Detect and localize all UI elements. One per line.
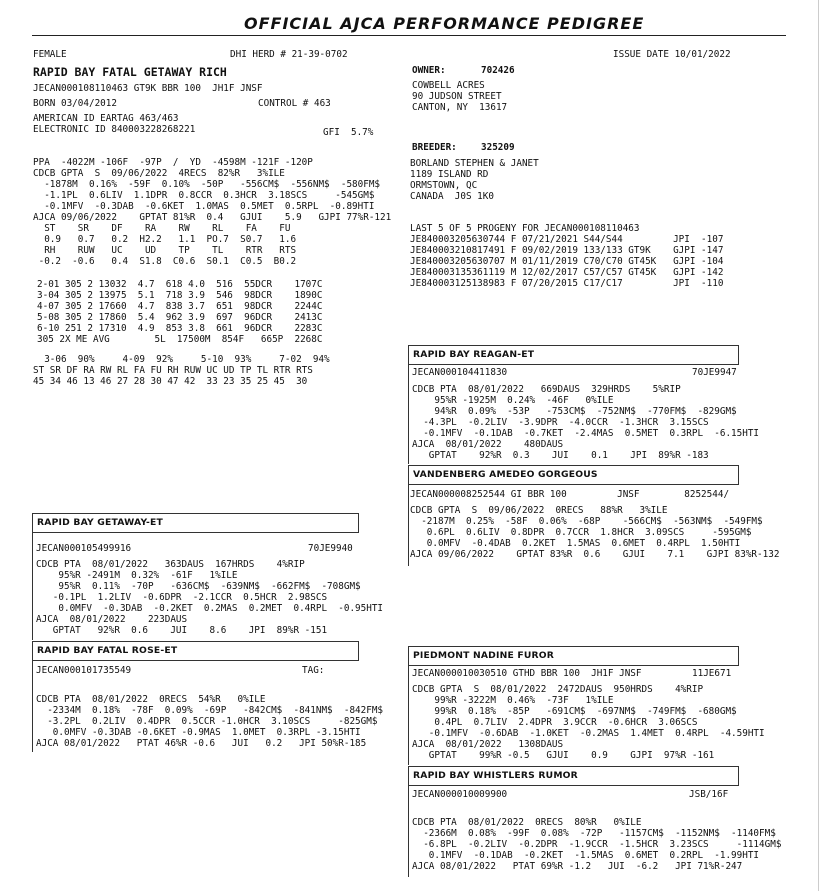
dam-sire-line: 99%R -3222M 0.46% -73F 1%ILE — [412, 695, 614, 706]
sire-line: -0.1PL 1.2LIV -0.6DPR -2.1CCR 0.5HCR 2.98SCS — [36, 592, 328, 603]
dam-dam-line: 0.1MFV -0.1DAB -0.2KET -1.5MAS 0.6MET 0.2RPL -1.99HTI — [412, 850, 760, 861]
main-line: -0.2 -0.6 0.4 S1.8 C0.6 S0.1 C0.5 B0.2 — [33, 256, 297, 267]
sire-line: 95%R 0.11% -70P -636CM$ -639NM$ -662FM$ -708GM$ — [36, 581, 361, 592]
page-edge — [818, 0, 819, 891]
title-underline — [32, 35, 786, 36]
dam-registration: JECAN000101735549 — [36, 665, 132, 676]
dam-line: 0.0MFV -0.3DAB -0.6KET -0.9MAS 1.0MET 0.3RPL -3.15HTI — [36, 727, 361, 738]
lactation-row: 305 2X ME AVG 5L 17500M 854F 665P 2268C — [37, 334, 323, 345]
sex: FEMALE — [33, 49, 67, 60]
animal-name: RAPID BAY FATAL GETAWAY RICH — [33, 65, 227, 79]
breeder-label: BREEDER: — [412, 142, 457, 153]
dam-sire-line: AJCA 08/01/2022 1308DAUS — [412, 739, 564, 750]
sire-name: RAPID BAY GETAWAY-ET — [37, 517, 163, 528]
dam-dam-line: -2366M 0.08% -99F 0.08% -72P -1157CM$ -1152NM$ -1140FM$ — [412, 828, 776, 839]
breeder-line: BORLAND STEPHEN & JANET — [410, 158, 539, 169]
lactation-row: 2-01 305 2 13032 4.7 618 4.0 516 55DCR 1707C — [37, 279, 323, 290]
page-title: OFFICIAL AJCA PERFORMANCE PEDIGREE — [244, 14, 645, 33]
owner-line: COWBELL ACRES — [412, 80, 485, 91]
dam-line: AJCA 08/01/2022 PTAT 46%R -0.6 JUI 0.2 JPI 50%R-185 — [36, 738, 367, 749]
sire-sire-code: 70JE9947 — [692, 367, 737, 378]
sire-sire-line: 94%R 0.09% -53P -753CM$ -752NM$ -770FM$ -829GM$ — [412, 406, 737, 417]
classification-line: 45 34 46 13 46 27 28 30 47 42 33 23 35 25 45 30 — [33, 376, 308, 387]
breeder-line: ORMSTOWN, QC — [410, 180, 478, 191]
electronic-id: ELECTRONIC ID 840003228268221 — [33, 124, 196, 135]
main-line: AJCA 09/06/2022 GPTAT 81%R 0.4 GJUI 5.9 GJPI 77%R-121 — [33, 212, 392, 223]
lactation-row: 3-04 305 2 13975 5.1 718 3.9 546 98DCR 1890C — [37, 290, 323, 301]
dam-line: CDCB PTA 08/01/2022 0RECS 54%R 0%ILE — [36, 694, 266, 705]
progeny-row: JE840003210817491 F 09/02/2019 133/133 GT9K GJPI -147 — [410, 245, 724, 256]
sire-dam-registration: JECAN000008252544 GI BBR 100 JNSF 8252544/ — [410, 489, 730, 500]
classification-line: ST SR DF RA RW RL FA FU RH RUW UC UD TP TL RTR RTS — [33, 365, 313, 376]
main-line: CDCB GPTA S 09/06/2022 4RECS 82%R 3%ILE — [33, 168, 285, 179]
dam-line: -2334M 0.18% -78F 0.09% -69P -842CM$ -841NM$ -842FM$ — [36, 705, 384, 716]
sire-line: 0.0MFV -0.3DAB -0.2KET 0.2MAS 0.2MET 0.4RPL -0.95HTI — [36, 603, 384, 614]
dam-sire-line: CDCB GPTA S 08/01/2022 2472DAUS 950HRDS 4%RIP — [412, 684, 704, 695]
progeny-row: JE840003125138983 F 07/20/2015 C17/C17 JPI -110 — [410, 278, 724, 289]
progeny-row: JE840003205630744 F 07/21/2021 S44/S44 JPI -107 — [410, 234, 724, 245]
dam-name: RAPID BAY FATAL ROSE-ET — [37, 645, 178, 656]
main-line: -1.1PL 0.6LIV 1.1DPR 0.8CCR 0.3HCR 3.18SCS -545GM$ — [33, 190, 375, 201]
sire-registration: JECAN000105499916 — [36, 543, 132, 554]
sire-label-box — [32, 513, 359, 533]
main-line: RH RUW UC UD TP TL RTR RTS — [33, 245, 297, 256]
main-line: PPA -4022M -106F -97P / YD -4598M -121F -120P — [33, 157, 313, 168]
owner-line: CANTON, NY 13617 — [412, 102, 508, 113]
control-number: CONTROL # 463 — [258, 98, 331, 109]
breeder-line: 1189 ISLAND RD — [410, 169, 489, 180]
sire-dam-line: 0.6PL 0.6LIV 0.8DPR 0.7CCR 1.8HCR 3.09SCS -595GM$ — [410, 527, 752, 538]
sire-sire-line: -0.1MFV -0.1DAB -0.7KET -2.4MAS 0.5MET 0.3RPL -6.15HTI — [412, 428, 760, 439]
dam-sire-code: 11JE671 — [692, 668, 732, 679]
sire-dam-name: VANDENBERG AMEDEO GORGEOUS — [413, 469, 598, 480]
sire-dam-label-box — [408, 465, 739, 485]
breeder-line: CANADA J0S 1K0 — [410, 191, 494, 202]
sire-line: AJCA 08/01/2022 223DAUS — [36, 614, 188, 625]
dam-sire-line: GPTAT 99%R -0.5 GJUI 0.9 GJPI 97%R -161 — [412, 750, 715, 761]
sire-sire-label-box — [408, 345, 739, 365]
sire-line: CDCB PTA 08/01/2022 363DAUS 167HRDS 4%RIP — [36, 559, 305, 570]
birth-date: BORN 03/04/2012 — [33, 98, 117, 109]
sire-dam-line: CDCB GPTA S 09/06/2022 0RECS 88%R 3%ILE — [410, 505, 668, 516]
dam-dam-code: JSB/16F — [689, 789, 729, 800]
main-line: ST SR DF RA RW RL FA FU — [33, 223, 291, 234]
dam-tag: TAG: — [302, 665, 325, 676]
dam-sire-line: -0.1MFV -0.6DAB -1.0KET -0.2MAS 1.4MET 0.4RPL -4.59HTI — [412, 728, 765, 739]
owner-id: 702426 — [481, 65, 515, 76]
breeder-id: 325209 — [481, 142, 515, 153]
sire-sire-line: AJCA 08/01/2022 480DAUS — [412, 439, 564, 450]
sire-sire-registration: JECAN000104411830 — [412, 367, 508, 378]
dam-sire-label-box — [408, 646, 739, 666]
eartag-id: AMERICAN ID EARTAG 463/463 — [33, 113, 179, 124]
dam-sire-line: 99%R 0.18% -85P -691CM$ -697NM$ -749FM$ -680GM$ — [412, 706, 737, 717]
dam-sire-registration: JECAN000010030510 GTHD BBR 100 JH1F JNSF — [412, 668, 642, 679]
dam-label-box — [32, 641, 359, 661]
dam-dam-line: -6.8PL -0.2LIV -0.2DPR -1.9CCR -1.5HCR 3.23SCS -1114GM$ — [412, 839, 782, 850]
lactation-row: 4-07 305 2 17660 4.7 838 3.7 651 98DCR 2244C — [37, 301, 323, 312]
main-line: 0.9 0.7 0.2 H2.2 1.1 PO.7 S0.7 1.6 — [33, 234, 297, 245]
sire-sire-line: -4.3PL -0.2LIV -3.9DPR -4.0CCR -1.3HCR 3.15SCS — [412, 417, 709, 428]
sire-line: 95%R -2491M 0.32% -61F 1%ILE — [36, 570, 238, 581]
dam-dam-line: AJCA 08/01/2022 PTAT 69%R -1.2 JUI -6.2 JPI 71%R-247 — [412, 861, 743, 872]
sire-line: GPTAT 92%R 0.6 JUI 8.6 JPI 89%R -151 — [36, 625, 328, 636]
sire-sire-line: GPTAT 92%R 0.3 JUI 0.1 JPI 89%R -183 — [412, 450, 709, 461]
sire-dam-line: -2187M 0.25% -58F 0.06% -68P -566CM$ -563NM$ -549FM$ — [410, 516, 763, 527]
dhi-herd: DHI HERD # 21-39-0702 — [230, 49, 348, 60]
progeny-row: JE840003135361119 M 12/02/2017 C57/C57 GT45K GJPI -142 — [410, 267, 724, 278]
main-line: -1878M 0.16% -59F 0.10% -50P -556CM$ -556NM$ -580FM$ — [33, 179, 381, 190]
dam-dam-name: RAPID BAY WHISTLERS RUMOR — [413, 770, 578, 781]
lactation-row: 6-10 251 2 17310 4.9 853 3.8 661 96DCR 2283C — [37, 323, 323, 334]
sire-sire-line: 95%R -1925M 0.24% -46F 0%ILE — [412, 395, 614, 406]
sire-dam-line: AJCA 09/06/2022 GPTAT 83%R 0.6 GJUI 7.1 GJPI 83%R-132 — [410, 549, 780, 560]
sire-sire-line: CDCB PTA 08/01/2022 669DAUS 329HRDS 5%RIP — [412, 384, 681, 395]
owner-label: OWNER: — [412, 65, 446, 76]
animal-registration: JECAN000108110463 GT9K BBR 100 JH1F JNSF — [33, 83, 263, 94]
dam-sire-name: PIEDMONT NADINE FUROR — [413, 650, 555, 661]
dam-dam-label-box — [408, 766, 739, 786]
lactation-row: 5-08 305 2 17860 5.4 962 3.9 697 96DCR 2413C — [37, 312, 323, 323]
dam-dam-registration: JECAN000010009900 — [412, 789, 508, 800]
classification-line: 3-06 90% 4-09 92% 5-10 93% 7-02 94% — [33, 354, 330, 365]
owner-line: 90 JUDSON STREET — [412, 91, 502, 102]
gfi: GFI 5.7% — [323, 127, 374, 138]
sire-sire-name: RAPID BAY REAGAN-ET — [413, 349, 535, 360]
progeny-row: JE840003205630707 M 01/11/2019 C70/C70 GT45K GJPI -104 — [410, 256, 724, 267]
dam-sire-line: 0.4PL 0.7LIV 2.4DPR 3.9CCR -0.6HCR 3.06SCS — [412, 717, 698, 728]
dam-dam-line: CDCB PTA 08/01/2022 0RECS 80%R 0%ILE — [412, 817, 642, 828]
issue-date: ISSUE DATE 10/01/2022 — [613, 49, 731, 60]
sire-dam-line: 0.0MFV -0.4DAB 0.2KET 1.5MAS 0.6MET 0.4RPL 1.50HTI — [410, 538, 741, 549]
progeny-header: LAST 5 OF 5 PROGENY FOR JECAN000108110463 — [410, 223, 640, 234]
main-line: -0.1MFV -0.3DAB -0.6KET 1.0MAS 0.5MET 0.5RPL -0.89HTI — [33, 201, 375, 212]
sire-code: 70JE9940 — [308, 543, 353, 554]
dam-line: -3.2PL 0.2LIV 0.4DPR 0.5CCR -1.0HCR 3.10SCS -825GM$ — [36, 716, 378, 727]
